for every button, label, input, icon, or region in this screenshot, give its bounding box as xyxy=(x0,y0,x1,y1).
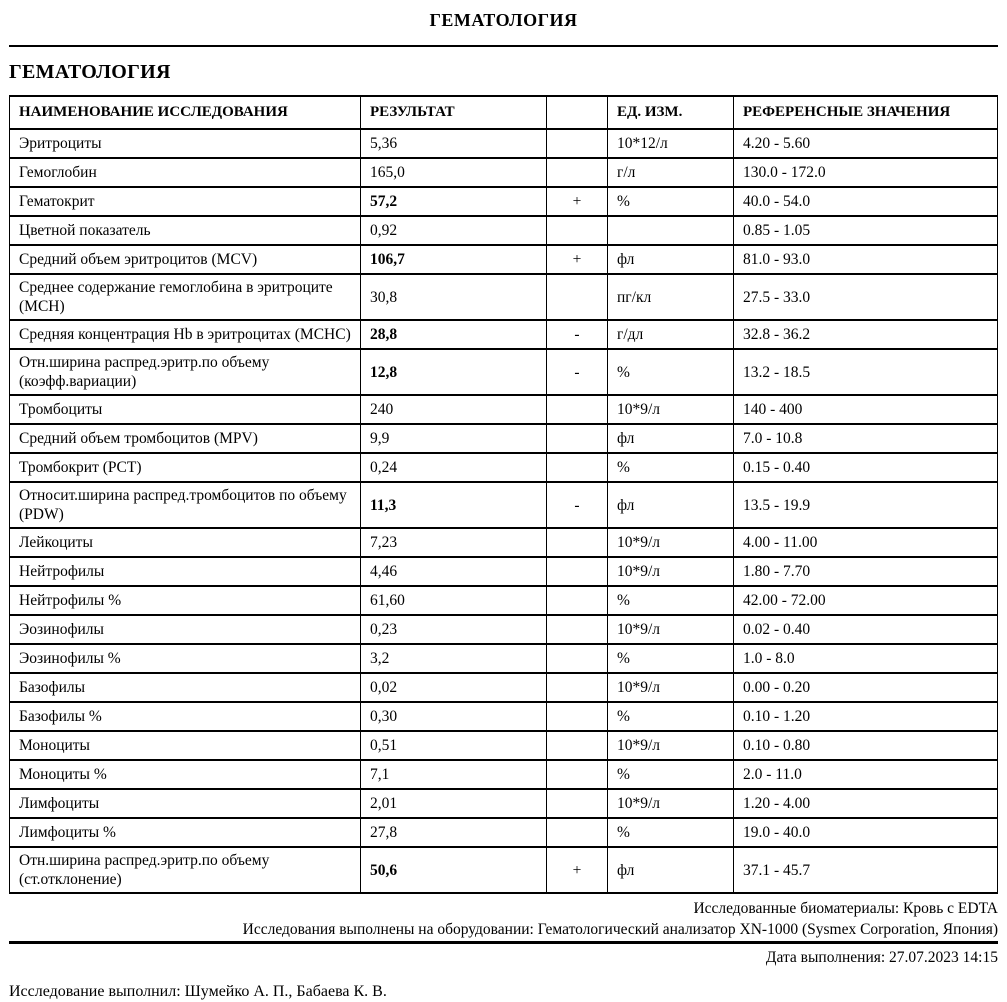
report-header-title: ГЕМАТОЛОГИЯ xyxy=(429,10,578,30)
unit-cell: 10*9/л xyxy=(608,615,734,644)
test-name-cell: Моноциты xyxy=(10,731,361,760)
unit-cell: % xyxy=(608,349,734,395)
section-title: ГЕМАТОЛОГИЯ xyxy=(9,61,171,83)
result-cell: 27,8 xyxy=(361,818,547,847)
execution-date: Дата выполнения: 27.07.2023 14:15 xyxy=(765,949,998,966)
table-row xyxy=(10,586,998,615)
test-name-cell: Средний объем тромбоцитов (MPV) xyxy=(10,424,361,453)
unit-cell: г/дл xyxy=(608,320,734,349)
results-table xyxy=(9,95,998,894)
test-name-cell: Гематокрит xyxy=(10,187,361,216)
test-name-cell: Моноциты % xyxy=(10,760,361,789)
test-name-cell: Лимфоциты xyxy=(10,789,361,818)
flag-cell xyxy=(547,673,608,702)
biomaterials-note: Исследованные биоматериалы: Кровь с EDTA xyxy=(693,900,998,917)
footer-divider xyxy=(9,941,998,944)
table-row xyxy=(10,482,998,528)
result-cell: 4,46 xyxy=(361,557,547,586)
flag-cell xyxy=(547,274,608,320)
header-divider xyxy=(9,45,998,47)
unit-cell: % xyxy=(608,644,734,673)
result-cell: 30,8 xyxy=(361,274,547,320)
table-row xyxy=(10,245,998,274)
flag-cell xyxy=(547,818,608,847)
result-cell: 0,23 xyxy=(361,615,547,644)
reference-cell: 0.15 - 0.40 xyxy=(734,453,998,482)
reference-cell: 1.80 - 7.70 xyxy=(734,557,998,586)
flag-cell: - xyxy=(547,320,608,349)
table-row xyxy=(10,760,998,789)
table-row xyxy=(10,528,998,557)
test-name-cell: Тромбокрит (PCT) xyxy=(10,453,361,482)
test-name-cell: Цветной показатель xyxy=(10,216,361,245)
table-row xyxy=(10,615,998,644)
unit-cell: % xyxy=(608,702,734,731)
test-name-cell: Базофилы xyxy=(10,673,361,702)
unit-cell: фл xyxy=(608,482,734,528)
reference-cell: 1.20 - 4.00 xyxy=(734,789,998,818)
result-cell: 11,3 xyxy=(361,482,547,528)
table-row xyxy=(10,216,998,245)
reference-cell: 1.0 - 8.0 xyxy=(734,644,998,673)
flag-cell: - xyxy=(547,482,608,528)
result-cell: 0,92 xyxy=(361,216,547,245)
unit-cell: г/л xyxy=(608,158,734,187)
test-name-cell: Отн.ширина распред.эритр.по объему (коэфф.вариации) xyxy=(10,349,361,395)
reference-cell: 27.5 - 33.0 xyxy=(734,274,998,320)
reference-cell: 0.02 - 0.40 xyxy=(734,615,998,644)
flag-cell xyxy=(547,615,608,644)
unit-cell: 10*12/л xyxy=(608,129,734,158)
result-cell: 0,30 xyxy=(361,702,547,731)
flag-cell xyxy=(547,586,608,615)
unit-cell: 10*9/л xyxy=(608,557,734,586)
flag-cell: + xyxy=(547,187,608,216)
reference-cell: 0.10 - 1.20 xyxy=(734,702,998,731)
table-row xyxy=(10,424,998,453)
unit-cell: % xyxy=(608,187,734,216)
flag-cell xyxy=(547,760,608,789)
unit-cell: 10*9/л xyxy=(608,673,734,702)
unit-cell: 10*9/л xyxy=(608,731,734,760)
reference-cell: 13.2 - 18.5 xyxy=(734,349,998,395)
table-row xyxy=(10,187,998,216)
unit-cell: 10*9/л xyxy=(608,789,734,818)
reference-cell: 0.00 - 0.20 xyxy=(734,673,998,702)
result-cell: 0,02 xyxy=(361,673,547,702)
flag-cell: + xyxy=(547,245,608,274)
table-row xyxy=(10,731,998,760)
reference-cell: 42.00 - 72.00 xyxy=(734,586,998,615)
flag-cell xyxy=(547,702,608,731)
result-cell: 5,36 xyxy=(361,129,547,158)
unit-cell: % xyxy=(608,818,734,847)
unit-cell: 10*9/л xyxy=(608,528,734,557)
unit-cell: % xyxy=(608,760,734,789)
reference-cell: 19.0 - 40.0 xyxy=(734,818,998,847)
reference-cell: 81.0 - 93.0 xyxy=(734,245,998,274)
table-row xyxy=(10,158,998,187)
flag-cell xyxy=(547,557,608,586)
table-row xyxy=(10,349,998,395)
result-cell: 0,51 xyxy=(361,731,547,760)
column-header-reference: РЕФЕРЕНСНЫЕ ЗНАЧЕНИЯ xyxy=(734,96,998,129)
flag-cell xyxy=(547,216,608,245)
reference-cell: 4.00 - 11.00 xyxy=(734,528,998,557)
reference-cell: 13.5 - 19.9 xyxy=(734,482,998,528)
reference-cell: 40.0 - 54.0 xyxy=(734,187,998,216)
table-header-row xyxy=(10,96,998,129)
flag-cell: - xyxy=(547,349,608,395)
table-row xyxy=(10,818,998,847)
test-name-cell: Лейкоциты xyxy=(10,528,361,557)
table-row xyxy=(10,129,998,158)
test-name-cell: Тромбоциты xyxy=(10,395,361,424)
performed-by: Исследование выполнил: Шумейко А. П., Бабаева К. В. xyxy=(9,983,387,1000)
result-cell: 57,2 xyxy=(361,187,547,216)
reference-cell: 2.0 - 11.0 xyxy=(734,760,998,789)
result-cell: 240 xyxy=(361,395,547,424)
flag-cell xyxy=(547,528,608,557)
test-name-cell: Отн.ширина распред.эритр.по объему (ст.отклонение) xyxy=(10,847,361,893)
reference-cell: 0.85 - 1.05 xyxy=(734,216,998,245)
table-row xyxy=(10,320,998,349)
table-row xyxy=(10,789,998,818)
column-header-flag xyxy=(547,96,608,129)
table-row xyxy=(10,395,998,424)
test-name-cell: Относит.ширина распред.тромбоцитов по объему (PDW) xyxy=(10,482,361,528)
table-row xyxy=(10,557,998,586)
reference-cell: 140 - 400 xyxy=(734,395,998,424)
table-row xyxy=(10,673,998,702)
unit-cell: 10*9/л xyxy=(608,395,734,424)
report-footer xyxy=(9,898,998,1002)
flag-cell xyxy=(547,731,608,760)
result-cell: 2,01 xyxy=(361,789,547,818)
table-row xyxy=(10,644,998,673)
unit-cell: пг/кл xyxy=(608,274,734,320)
test-name-cell: Эозинофилы % xyxy=(10,644,361,673)
result-cell: 7,1 xyxy=(361,760,547,789)
result-cell: 28,8 xyxy=(361,320,547,349)
reference-cell: 32.8 - 36.2 xyxy=(734,320,998,349)
table-row xyxy=(10,847,998,893)
result-cell: 9,9 xyxy=(361,424,547,453)
result-cell: 12,8 xyxy=(361,349,547,395)
result-cell: 61,60 xyxy=(361,586,547,615)
unit-cell: % xyxy=(608,586,734,615)
unit-cell xyxy=(608,216,734,245)
column-header-units: ЕД. ИЗМ. xyxy=(608,96,734,129)
table-row xyxy=(10,274,998,320)
flag-cell xyxy=(547,424,608,453)
result-cell: 0,24 xyxy=(361,453,547,482)
test-name-cell: Эритроциты xyxy=(10,129,361,158)
reference-cell: 7.0 - 10.8 xyxy=(734,424,998,453)
column-header-result: РЕЗУЛЬТАТ xyxy=(361,96,547,129)
unit-cell: фл xyxy=(608,424,734,453)
flag-cell xyxy=(547,395,608,424)
test-name-cell: Нейтрофилы xyxy=(10,557,361,586)
test-name-cell: Базофилы % xyxy=(10,702,361,731)
flag-cell xyxy=(547,644,608,673)
test-name-cell: Лимфоциты % xyxy=(10,818,361,847)
result-cell: 50,6 xyxy=(361,847,547,893)
unit-cell: фл xyxy=(608,847,734,893)
flag-cell xyxy=(547,158,608,187)
unit-cell: фл xyxy=(608,245,734,274)
result-cell: 7,23 xyxy=(361,528,547,557)
test-name-cell: Среднее содержание гемоглобина в эритроците (MCH) xyxy=(10,274,361,320)
result-cell: 3,2 xyxy=(361,644,547,673)
table-row xyxy=(10,702,998,731)
column-header-test-name: НАИМЕНОВАНИЕ ИССЛЕДОВАНИЯ xyxy=(10,96,361,129)
result-cell: 165,0 xyxy=(361,158,547,187)
equipment-note: Исследования выполнены на оборудовании: Гематологический анализатор XN-1000 (Sysmex Corporation, Япония) xyxy=(242,921,998,938)
test-name-cell: Средняя концентрация Hb в эритроцитах (MCHC) xyxy=(10,320,361,349)
flag-cell xyxy=(547,453,608,482)
reference-cell: 130.0 - 172.0 xyxy=(734,158,998,187)
flag-cell: + xyxy=(547,847,608,893)
test-name-cell: Средний объем эритроцитов (MCV) xyxy=(10,245,361,274)
reference-cell: 37.1 - 45.7 xyxy=(734,847,998,893)
test-name-cell: Гемоглобин xyxy=(10,158,361,187)
reference-cell: 4.20 - 5.60 xyxy=(734,129,998,158)
reference-cell: 0.10 - 0.80 xyxy=(734,731,998,760)
table-row xyxy=(10,453,998,482)
test-name-cell: Нейтрофилы % xyxy=(10,586,361,615)
test-name-cell: Эозинофилы xyxy=(10,615,361,644)
flag-cell xyxy=(547,789,608,818)
unit-cell: % xyxy=(608,453,734,482)
flag-cell xyxy=(547,129,608,158)
result-cell: 106,7 xyxy=(361,245,547,274)
